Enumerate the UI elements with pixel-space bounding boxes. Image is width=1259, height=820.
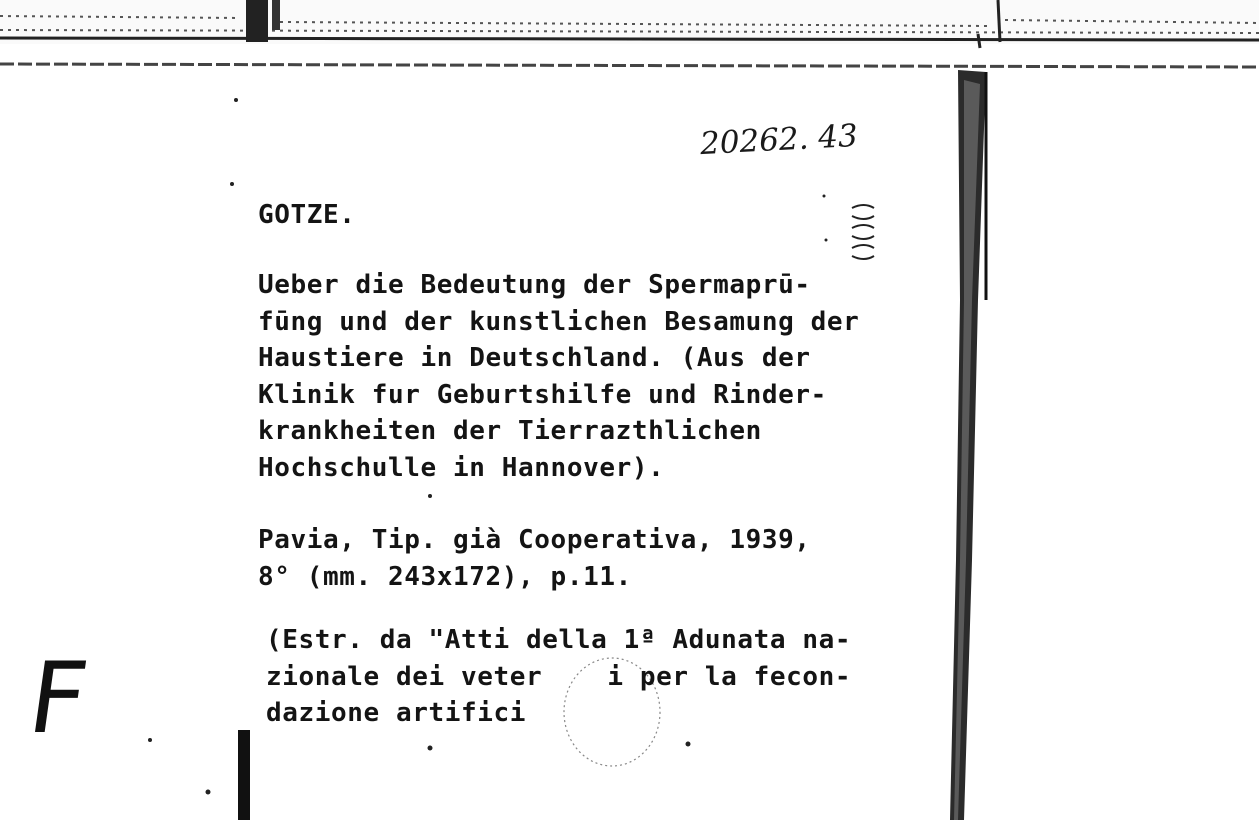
title-line: krankheiten der Tierrazthlichen [258, 416, 762, 447]
shelfmark-handwritten: 20262. 43 [699, 117, 859, 163]
title-line: Ueber die Bedeutung der Spermaprū- [258, 270, 811, 300]
title-line: Haustiere in Deutschland. (Aus der [258, 343, 811, 374]
index-tab-letter: F [21, 642, 95, 756]
card-title [258, 267, 859, 487]
title-line: Klinik fur Geburtshilfe und Rinder- [258, 379, 827, 410]
extract-line: dazione artifici [266, 698, 527, 729]
extract-line: (Estr. da "Atti della 1ª Adunata na- [266, 625, 852, 655]
card-extract-note [266, 622, 851, 732]
extract-line: zionale dei veter i per la fecon- [266, 661, 852, 692]
card-heading: GOTZE. [258, 200, 356, 230]
title-line: fūng und der kunstlichen Besamung der [258, 306, 860, 337]
imprint-line: 8° (mm. 243x172), p.11. [258, 561, 632, 592]
imprint-line: Pavia, Tip. già Cooperativa, 1939, [258, 525, 811, 555]
title-line: Hochschulle in Hannover). [258, 452, 665, 483]
card-imprint [258, 522, 811, 595]
